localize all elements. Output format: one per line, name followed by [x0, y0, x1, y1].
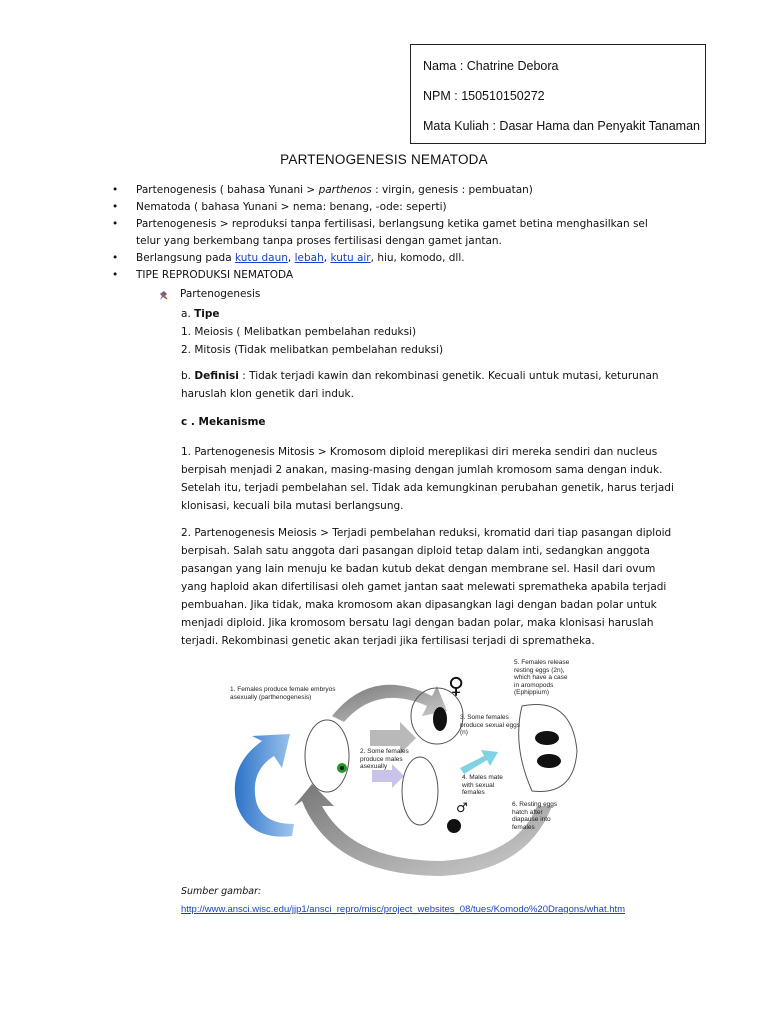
- bullet-list: [112, 182, 672, 284]
- sub-bullet-label: Partenogenesis: [180, 288, 261, 300]
- blue-c-arrow: [235, 734, 294, 837]
- female-symbol-icon: ♀: [448, 674, 465, 699]
- student-info-box: [410, 44, 706, 144]
- link-kutu-daun[interactable]: kutu daun: [234, 252, 288, 264]
- section-letter: b: [181, 370, 188, 382]
- bullet-item: [112, 250, 672, 267]
- link-lebah[interactable]: lebah: [294, 252, 324, 264]
- tipe-item: 1. Meiosis ( Melibatkan pembelahan reduksi): [181, 326, 417, 338]
- section-heading: Definisi: [194, 370, 239, 382]
- bullet-item: [112, 182, 672, 199]
- tipe-item: 2. Mitosis (Tidak melibatkan pembelahan reduksi): [181, 344, 444, 356]
- student-name: Nama : Chatrine Debora: [423, 59, 559, 73]
- bullet-text: ,: [287, 252, 295, 264]
- mekanisme-mitosis: 1. Partenogenesis Mitosis > Kromosom diploid mereplikasi diri mereka sendiri dan nucleus berpisah menjadi 2 anakan, masing-masing dengan jumlah kromosom sama dengan induk. Setelah itu, terjadi pembelahan sel. Tidak ada kemungkinan perubahan genetik, harus terjadi klonisasi, kecuali bila mutasi berlangsung.: [181, 446, 674, 512]
- section-heading: Tipe: [194, 308, 220, 320]
- section-tipe: a. Tipe 1. Meiosis ( Melibatkan pembelahan reduksi) 2. Mitosis (Tidak melibatkan pembelahan reduksi): [181, 305, 681, 359]
- figure-label-1: 1. Females produce female embryos asexually (parthenogenesis): [230, 686, 336, 701]
- figure-label-3: 3. Some females produce sexual eggs (n): [460, 714, 520, 736]
- bullet-text: : virgin, genesis : pembuatan): [371, 184, 533, 196]
- section-letter: a: [181, 308, 188, 320]
- student-npm: NPM : 150510150272: [423, 89, 545, 103]
- daphnia-center: [305, 720, 349, 792]
- link-kutu-air[interactable]: kutu air: [330, 252, 371, 264]
- figure-label-6: 6. Resting eggs hatch after diapause into females: [512, 801, 558, 831]
- bullet-item: • TIPE REPRODUKSI NEMATODA: [112, 267, 672, 284]
- document-title: PARTENOGENESIS NEMATODA: [280, 152, 488, 167]
- male-symbol-icon: ♂: [456, 801, 468, 816]
- bullet-text: ,: [323, 252, 331, 264]
- big-gray-arc-top: [332, 685, 447, 722]
- definisi-text: : Tidak terjadi kawin dan rekombinasi genetik. Kecuali untuk mutasi, keturunan haruslah klon genetik dari induk.: [181, 370, 659, 400]
- bullet-item: • Nematoda ( bahasa Yunani > nema: benang, -ode: seperti): [112, 199, 672, 216]
- cyan-arrow: [460, 750, 498, 774]
- figure-caption: Sumber gambar:: [181, 886, 262, 897]
- ephippium-shell: [519, 704, 577, 791]
- section-heading: c . Mekanisme: [181, 416, 266, 428]
- section-definisi: b. Definisi : Tidak terjadi kawin dan rekombinasi genetik. Kecuali untuk mutasi, keturunan haruslah klon genetik dari induk.: [181, 370, 659, 400]
- male-symbol-dot: [447, 819, 461, 833]
- section-mekanisme-heading: [181, 413, 681, 431]
- figure-label-5: 5. Females release resting eggs (2n), which have a case in aromopods (Ephippium): [514, 659, 570, 696]
- daphnia-lifecycle-figure: [222, 656, 602, 886]
- bullet-item: • Partenogenesis > reproduksi tanpa fertilisasi, berlangsung ketika gamet betina menghasilkan sel telur yang berkembang tanpa proses fertilisasi dengan gamet jantan.: [112, 216, 672, 250]
- mekanisme-meiosis: 2. Partenogenesis Meiosis > Terjadi pembelahan reduksi, kromatid dari tiap pasangan diploid berpisah. Salah satu anggota dari pasangan diploid tetap dalam inti, sedangkan anggota pasangan yang lain menuju ke badan kutub dekat dengan membrane sel. Hasil dari ovum yang haploid akan difertilisasi oleh gamet jantan saat melewati sprematheka apabila terjadi pembuahan. Jika tidak, maka kromosom akan dipasangkan lagi dengan badan polar untuk menjadi diploid. Jika kromosom bersatu lagi dengan badan polar, maka klonisasi haruslah terjadi. Rekombinasi genetic akan terjadi jika fertilisasi terjadi di sprematheka.: [181, 527, 672, 647]
- bullet-text: Partenogenesis ( bahasa Yunani >: [136, 184, 319, 196]
- bullet-text: Berlangsung pada: [136, 252, 235, 264]
- bullet-text: , hiu, komodo, dll.: [370, 252, 465, 264]
- figure-label-4: 4. Males mate with sexual females: [462, 774, 503, 796]
- bullet-emphasis: parthenos: [318, 184, 372, 196]
- course-name: Mata Kuliah : Dasar Hama dan Penyakit Tanaman: [423, 119, 701, 133]
- pushpin-bullet-icon: [158, 290, 170, 302]
- source-link[interactable]: http://www.ansci.wisc.edu/jjp1/ansci_repro/misc/project_websites_08/tues/Komodo%20Dragons/what.htm: [181, 904, 626, 915]
- figure-label-2: 2. Some females produce males asexually: [360, 748, 409, 770]
